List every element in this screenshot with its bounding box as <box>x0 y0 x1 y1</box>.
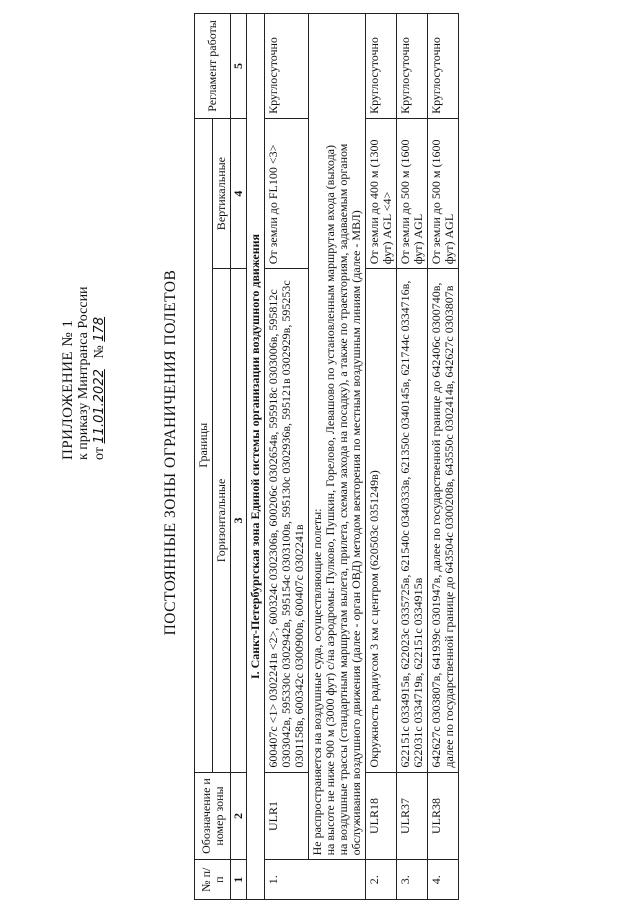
row-schedule: Круглосуточно <box>397 14 428 119</box>
row-vertical: От земли до 500 м (1600 фут) AGL <box>428 118 459 268</box>
zones-table <box>194 13 459 900</box>
table-row <box>428 14 459 900</box>
row-num: 3. <box>397 860 428 900</box>
table-row <box>265 14 309 900</box>
appendix-heading: ПРИЛОЖЕНИЕ № 1 <box>60 319 76 460</box>
row-num: 2. <box>366 860 397 900</box>
row-num: 1. <box>265 860 366 900</box>
col-number: 4 <box>231 118 247 268</box>
header-boundaries: Границы <box>195 118 213 772</box>
header-horizontal: Горизонтальные <box>213 269 231 772</box>
row-schedule: Круглосуточно <box>366 14 397 119</box>
number-prefix: № <box>92 345 107 359</box>
row-note <box>309 14 366 860</box>
header-designation: Обозначение и номер зоны <box>195 772 231 860</box>
row-zone: ULR38 <box>428 772 459 860</box>
table-row <box>366 14 397 900</box>
order-date: 11.01.2022 <box>92 369 107 444</box>
date-prefix: от <box>92 447 107 460</box>
col-number: 2 <box>231 772 247 860</box>
header-vertical: Вертикальные <box>213 118 231 268</box>
table-row <box>397 14 428 900</box>
row-horizontal: 600407с <1> 0302241в <2>, 600324с 0302306в, 600206с 0302654в, 595918с 0303006в, 595812с 0303042в, 595330с 0302942в, 595154с 0303100в, 595130с 0302936в, 595121в 0302929в, 595253с 0301158в, 600342с 0300900в, 600407с 0302241в <box>265 269 309 772</box>
note-line: Не распространяется на воздушные суда, осуществляющие полеты: <box>310 508 324 856</box>
header-schedule: Регламент работы <box>195 14 231 119</box>
page-title: ПОСТОЯННЫЕ ЗОНЫ ОГРАНИЧЕНИЯ ПОЛЕТОВ <box>162 269 179 636</box>
appendix-order-line: к приказу Минтранса России <box>76 286 91 460</box>
row-horizontal: Окружность радиусом 3 км с центром (620503с 0351249в) <box>366 269 397 772</box>
row-vertical: От земли до FL100 <3> <box>265 118 309 268</box>
col-number: 5 <box>231 14 247 119</box>
row-horizontal: 622151с 0334915в, 622023с 0335725в, 621540с 0340333в, 621350с 0340145в, 621744с 0334716в, 622031с 0334719в, 622151с 0334915в <box>397 269 428 772</box>
row-schedule: Круглосуточно <box>428 14 459 119</box>
header-num: № п/п <box>195 860 231 900</box>
section-heading: I. Санкт-Петербургская зона Единой системы организации воздушного движения <box>247 14 265 900</box>
row-schedule: Круглосуточно <box>265 14 309 119</box>
row-zone: ULR37 <box>397 772 428 860</box>
row-vertical: От земли до 500 м (1600 фут) AGL <box>397 118 428 268</box>
row-horizontal: 642627с 0303807в, 641939с 0301947в, далее по государственной границе до 642406с 0300740в, далее по государственной границе до 643504с 0300208в, 643550с 0302414в, 642627с 0303807в <box>428 269 459 772</box>
appendix-block <box>60 200 108 460</box>
col-number: 3 <box>231 269 247 772</box>
row-zone: ULR1 <box>265 772 309 860</box>
note-line: на воздушные трассы (стандартным маршрутам вылета, прилета, схемам захода на посадку), а также по траекториям, задаваемым органом <box>336 143 350 856</box>
col-number: 1 <box>231 860 247 900</box>
appendix-date-line <box>92 200 108 460</box>
row-vertical: От земли до 400 м (1300 фут) AGL <4> <box>366 118 397 268</box>
order-number: 178 <box>92 316 107 342</box>
row-num: 4. <box>428 860 459 900</box>
note-line: на высоте не ниже 900 м (3000 фут) с/на аэродромы: Пулково, Пушкин, Горелово, Левашово по установленным маршрутам входа (выхода) <box>323 144 337 856</box>
note-line: обслуживания воздушного движения (далее - орган ОВД) методом векторения по местным воздушным линиям (далее - МВЛ) <box>349 210 363 856</box>
column-number-row <box>231 14 247 900</box>
row-zone: ULR18 <box>366 772 397 860</box>
